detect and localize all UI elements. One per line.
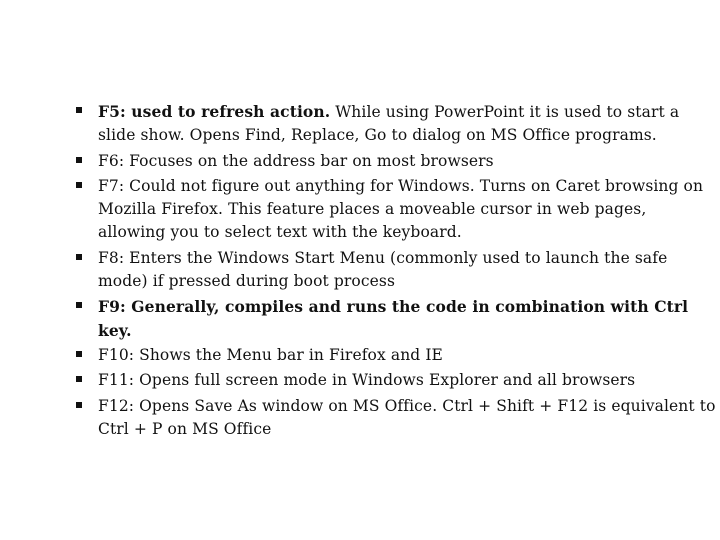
bullet-item-f11 xyxy=(76,369,716,392)
square-bullet-icon xyxy=(76,254,82,260)
bullet-text: F7: Could not figure out anything for Windows. Turns on Caret browsing on Mozilla Firefox. This feature places a moveable cursor in web pages, allowing you to select text with the keyboard. xyxy=(98,176,704,242)
square-bullet-icon xyxy=(76,107,82,113)
bullet-item-f5 xyxy=(76,100,716,148)
bullet-lead-text: F5: used to refresh action. xyxy=(98,102,331,121)
bullet-item-f10 xyxy=(76,344,716,367)
bullet-text: F10: Shows the Menu bar in Firefox and IE xyxy=(98,345,443,364)
bullet-item-f9 xyxy=(76,295,716,342)
bullet-text: F6: Focuses on the address bar on most browsers xyxy=(98,151,494,170)
square-bullet-icon xyxy=(76,402,82,408)
bullet-list xyxy=(76,100,716,443)
bullet-item-f12 xyxy=(76,395,716,442)
square-bullet-icon xyxy=(76,182,82,188)
square-bullet-icon xyxy=(76,302,82,308)
bullet-item-f7 xyxy=(76,175,716,245)
bullet-item-f8 xyxy=(76,247,716,294)
bullet-text: While using PowerPoint it is used to start a slide show. Opens Find, Replace, Go to dialog on MS Office programs. xyxy=(98,103,680,145)
bullet-lead-text: F9: Generally, compiles and runs the code in combination with Ctrl key. xyxy=(98,297,689,340)
square-bullet-icon xyxy=(76,157,82,163)
square-bullet-icon xyxy=(76,376,82,382)
square-bullet-icon xyxy=(76,351,82,357)
bullet-text: F11: Opens full screen mode in Windows Explorer and all browsers xyxy=(98,371,636,390)
bullet-text: F8: Enters the Windows Start Menu (commonly used to launch the safe mode) if pressed during boot process xyxy=(98,248,668,291)
bullet-text: F12: Opens Save As window on MS Office. Ctrl + Shift + F12 is equivalent to Ctrl + P on MS Office xyxy=(98,396,716,438)
bullet-item-f6 xyxy=(76,150,716,173)
